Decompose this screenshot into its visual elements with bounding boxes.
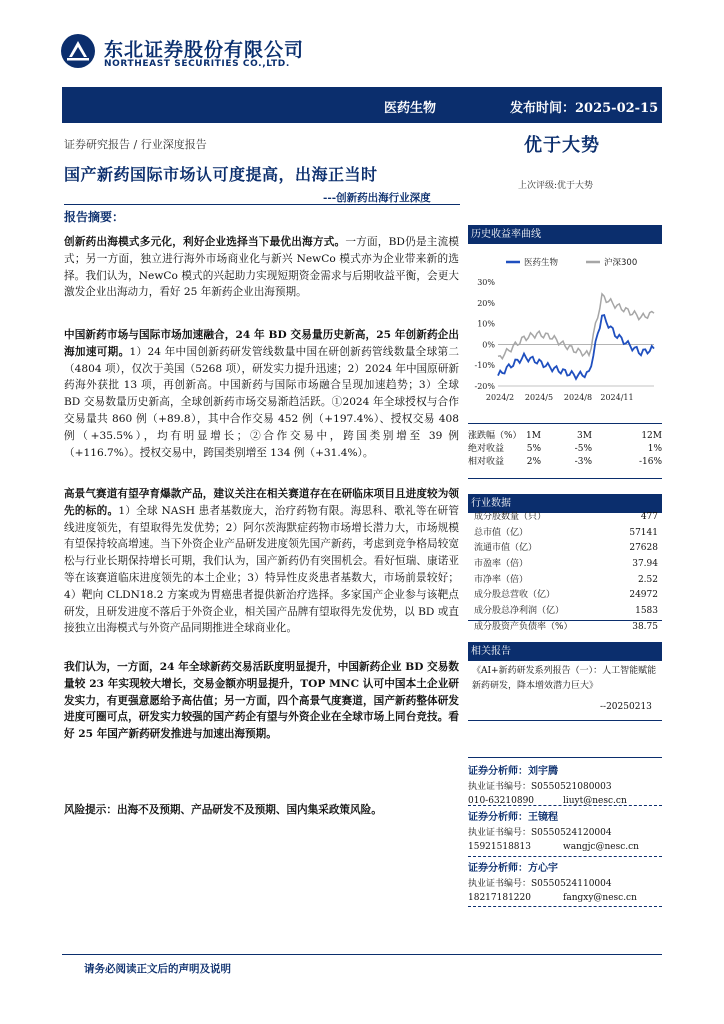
market-key: 市盈率（倍）	[474, 559, 529, 570]
divider	[468, 478, 662, 479]
performance-cell: -5%	[574, 444, 592, 454]
divider	[468, 720, 662, 721]
market-value: 37.94	[632, 559, 658, 570]
divider	[468, 757, 662, 758]
analyst-contact	[468, 891, 662, 905]
performance-cell: 相对收益	[468, 457, 505, 467]
market-row	[468, 541, 664, 557]
paragraph-body: 一方面，BD仍是主流模式；另一方面，独立进行海外市场商业化与新兴 NewCo 模式亦为企业带来新的选择。我们认为，NewCo 模式的兴起助力实现短期资金需求与后期收益平衡，会更大激发企业出海动力，看好 25 年新药企业出海预期。	[64, 236, 460, 299]
market-key: 成分股总营收（亿）	[474, 590, 556, 601]
summary-heading: 报告摘要：	[64, 210, 125, 224]
market-row	[468, 573, 664, 589]
x-tick-label: 2024/8	[563, 393, 593, 402]
performance-row	[468, 456, 664, 469]
current-rating: 优于大势	[524, 135, 600, 156]
related-report-date: --20250213	[600, 702, 652, 712]
risk-warning	[64, 802, 459, 819]
market-key: 流通市值（亿）	[474, 543, 538, 554]
divider	[468, 620, 662, 621]
divider	[468, 423, 662, 424]
market-row	[468, 557, 664, 573]
paragraph-lead: 风险提示：出海不及预期、产品研发不及预期、国内集采政策风险。	[64, 804, 382, 816]
performance-cell: 1%	[647, 444, 662, 454]
analyst-phone: 010-63210890	[468, 796, 535, 806]
related-report-link[interactable]: 《AI+新药研发系列报告（一）：人工智能赋能新药研发，降本增效潜力巨大》	[472, 666, 657, 691]
chart-section-heading	[468, 225, 662, 244]
performance-header-row	[468, 430, 664, 443]
market-key: 成分股资产负债率（%）	[474, 621, 573, 632]
last-rating: 上次评级:优于大势	[518, 181, 594, 191]
paragraph-body: 1）24 年中国创新药研发管线数量中国在研创新药管线数量全球第二（4804 项），仅次于美国（5268 项），研发实力提升迅速；2）2024 年中国原研新药海外获批 13 项，再创新高。中国新药与国际市场融合呈现加速趋势；3）全球 BD 交易数量历史新高，全球创新药市场交易渐趋活跃。①2024 年全球授权与合作交易量共 860 例（+89.8），其中合作交易 452 例（+197.4%）、授权交易 408 例（+35.5%），均有明显增长；②合作交易中，跨国类别增至 39 例（+116.7%）。授权交易中，跨国类别增至 134 例（+31.4%）。	[64, 345, 460, 459]
chart-heading-label: 历史收益率曲线	[471, 229, 541, 240]
dashed-divider	[468, 805, 662, 806]
footer-divider	[62, 954, 662, 955]
y-tick-label: -20%	[474, 382, 495, 391]
summary-paragraph	[64, 486, 459, 637]
market-value: 38.75	[632, 621, 658, 632]
market-key: 总市值（亿）	[474, 527, 529, 538]
y-tick-label: 0%	[482, 340, 495, 350]
paragraph-lead: 创新药出海模式多元化，利好企业选择当下最优出海方式。	[64, 236, 346, 248]
performance-header-cell: 1M	[526, 431, 541, 441]
performance-header-cell: 涨跌幅（%）	[468, 431, 522, 441]
analyst-cert: 执业证书编号：S0550524110004	[468, 879, 612, 889]
market-row	[468, 620, 664, 636]
analyst-name: 证券分析师：王镜程	[468, 812, 558, 823]
market-value: 477	[640, 512, 658, 522]
market-key: 市净率（倍）	[474, 574, 529, 585]
chart-legend	[506, 257, 637, 268]
analyst-cert: 执业证书编号：S0550521080003	[468, 782, 612, 792]
report-type: 证券研究报告 / 行业深度报告	[64, 138, 207, 151]
y-tick-label: 30%	[477, 278, 495, 287]
market-row	[468, 526, 664, 542]
chart-series	[498, 294, 654, 379]
report-title: 国产新药国际市场认可度提高，出海正当时	[64, 165, 378, 184]
series-line	[498, 294, 654, 359]
x-tick-label: 2024/2	[485, 393, 515, 402]
related-heading-label: 相关报告	[471, 646, 511, 657]
company-name-en: NORTHEAST SECURITIES CO.,LTD.	[104, 59, 290, 69]
market-row	[468, 510, 664, 526]
title-divider	[64, 204, 460, 205]
analyst-phone: 15921518813	[468, 842, 531, 852]
series-line	[498, 315, 654, 379]
y-tick-label: -10%	[474, 361, 495, 371]
performance-header-cell: 12M	[641, 431, 662, 441]
analyst-card	[468, 810, 662, 854]
market-key: 成分股总净利润（亿）	[474, 606, 565, 617]
company-logo	[60, 33, 96, 69]
paragraph-lead: 高景气赛道有望孕育爆款产品，建议关注在相关赛道存在在研临床项目且进度较为领先的标的。	[64, 488, 459, 517]
performance-cell: 2%	[526, 457, 541, 467]
summary-paragraph	[64, 234, 459, 301]
performance-cell: -3%	[574, 457, 592, 467]
market-value: 24972	[629, 590, 658, 601]
analyst-card	[468, 764, 662, 808]
market-data-table	[468, 510, 664, 636]
legend-label: 医药生物	[524, 258, 559, 268]
performance-cell: -16%	[638, 457, 662, 467]
performance-cell: 绝对收益	[468, 444, 505, 454]
dashed-divider	[468, 856, 662, 857]
conclusion-paragraph	[64, 659, 459, 743]
paragraph-lead: 我们认为，一方面，24 年全球新药交易活跃度明显提升，中国新药企业 BD 交易数量较 23 年实现较大增长，交易金额亦明显提升，TOP MNC 认可中国本土企业研发实力，有更强意愿给予高估值；另一方面，四个高景气度赛道，国产新药整体研发进度可圈可点，研发实力较强的国产药企有望与外资企业在全球市场上同台竞技。看好 25 年国产新药研发推进与加速出海预期。	[64, 661, 459, 741]
market-key: 成分股数量（只）	[474, 512, 547, 522]
legend-label: 沪深300	[604, 258, 638, 268]
performance-row	[468, 443, 664, 456]
related-section-heading	[468, 642, 662, 661]
return-history-chart	[468, 250, 668, 410]
x-tick-label: 2024/5	[524, 393, 554, 402]
market-row	[468, 588, 664, 604]
performance-header-cell: 3M	[577, 431, 592, 441]
performance-table	[468, 430, 664, 469]
analyst-card	[468, 861, 662, 905]
company-name-cn: 东北证券股份有限公司	[104, 39, 305, 61]
chart-axes	[475, 278, 654, 402]
market-row	[468, 604, 664, 620]
analyst-cert: 执业证书编号：S0550524120004	[468, 828, 612, 838]
analyst-name: 证券分析师：刘宇腾	[468, 766, 558, 777]
dashed-divider	[468, 906, 662, 907]
header-banner	[62, 87, 662, 123]
x-tick-label: 2024/11	[600, 393, 634, 402]
analyst-contact	[468, 840, 662, 854]
performance-cell: 5%	[526, 444, 541, 454]
disclaimer-note: 请务必阅读正文后的声明及说明	[84, 963, 231, 975]
paragraph-body: 1）全球 NASH 患者基数庞大，治疗药物有限。海思科、歌礼等在研管线进度领先，有望取得先发优势；2）阿尔茨海默症药物市场增长潜力大，市场规模有望保持较高增速。当下外资企业产品研发进度领先国产新药，考虑到竞争格局较宽松与行业长期保持增长可期，我们认为，国产新药仍有突围机会。看好恒瑞、康诺亚等在该赛道临床进度领先的本土企业；3）特异性皮炎患者基数大，市场前景较好；4）靶向 CLDN18.2 方案或为胃癌患者提供新治疗选择。多家国产企业参与该靶点研发，且研发进度不落后于外资企业，相关国产品牌有望取得先发优势，以 BD 或直接独立出海模式与外资产品同期推进全球商业化。	[64, 504, 460, 635]
market-value: 27628	[629, 543, 658, 554]
paragraph-lead: 中国新药市场与国际市场加速融合，24 年 BD 交易量历史新高，25 年创新药企出海加速可期。	[64, 329, 459, 358]
analyst-email[interactable]: wangjc@nesc.cn	[563, 842, 639, 852]
analyst-email[interactable]: liuyt@nesc.cn	[563, 796, 627, 806]
y-tick-label: 20%	[477, 298, 495, 308]
market-value: 2.52	[637, 574, 658, 585]
market-heading-label: 行业数据	[471, 498, 511, 509]
analyst-name: 证券分析师：方心宇	[468, 863, 558, 874]
market-value: 57141	[629, 527, 658, 538]
market-value: 1583	[635, 606, 658, 617]
y-tick-label: 10%	[477, 319, 495, 329]
report-subtitle: ---创新药出海行业深度	[323, 192, 431, 204]
sector-label: 医药生物	[384, 101, 437, 116]
analyst-phone: 18217181220	[468, 893, 531, 903]
analyst-email[interactable]: fangxy@nesc.cn	[563, 893, 637, 903]
summary-paragraph	[64, 327, 459, 461]
publish-date: 发布时间：2025-02-15	[510, 101, 659, 116]
